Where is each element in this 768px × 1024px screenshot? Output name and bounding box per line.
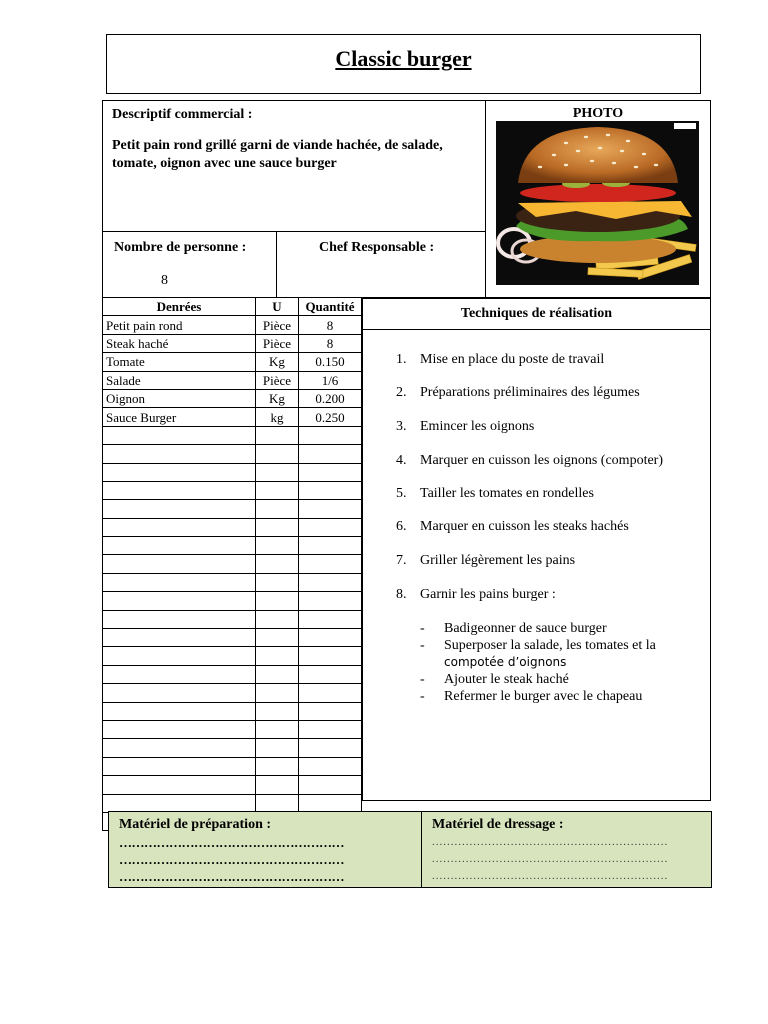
empty-cell [103, 592, 256, 610]
cell-denree: Sauce Burger [103, 408, 256, 426]
step-text: Tailler les tomates en rondelles [420, 486, 594, 501]
step-item [396, 453, 663, 469]
step-number: 3. [396, 419, 407, 434]
table-row-empty [103, 739, 362, 757]
cell-unit: kg [256, 408, 299, 426]
empty-cell [256, 757, 299, 775]
table-header-row [103, 298, 362, 316]
substep-dash: - [420, 672, 425, 687]
photo-label: PHOTO [572, 106, 624, 121]
empty-cell [299, 665, 362, 683]
empty-cell [256, 647, 299, 665]
empty-cell [103, 500, 256, 518]
table-row-empty [103, 426, 362, 444]
table-row-empty [103, 592, 362, 610]
step-text: Emincer les oignons [420, 419, 535, 434]
table-row-empty [103, 665, 362, 683]
substep-dash: - [420, 638, 425, 653]
empty-cell [256, 629, 299, 647]
cell-quantite: 0.250 [299, 408, 362, 426]
table-row-empty [103, 720, 362, 738]
empty-cell [103, 794, 256, 812]
page-title: Classic burger [335, 46, 472, 71]
empty-cell [299, 445, 362, 463]
empty-cell [103, 665, 256, 683]
empty-cell [299, 757, 362, 775]
empty-cell [299, 647, 362, 665]
empty-cell [256, 720, 299, 738]
preparation-dotted-line: ……………………………………………… [119, 852, 344, 867]
empty-cell [103, 776, 256, 794]
empty-cell [103, 518, 256, 536]
ingredients-table [102, 297, 362, 831]
cell-quantite: 8 [299, 316, 362, 334]
preparation-dotted-line: ……………………………………………… [119, 869, 344, 884]
materiel-dressage [422, 812, 711, 887]
cell-unit: Pièce [256, 316, 299, 334]
materiel-dressage-label: Matériel de dressage : [432, 817, 564, 832]
empty-cell [256, 794, 299, 812]
cell-denree: Salade [103, 371, 256, 389]
header-quantite: Quantité [299, 298, 362, 316]
materiel-preparation-label: Matériel de préparation : [119, 817, 272, 832]
empty-cell [299, 537, 362, 555]
table-row-empty [103, 481, 362, 499]
empty-cell [103, 629, 256, 647]
ingredients-body [103, 316, 362, 831]
empty-cell [299, 555, 362, 573]
step-number: 8. [396, 587, 407, 602]
empty-cell [256, 665, 299, 683]
substep-text: Superposer la salade, les tomates et la [444, 638, 656, 653]
cell-denree: Oignon [103, 389, 256, 407]
table-row-empty [103, 555, 362, 573]
empty-cell [299, 794, 362, 812]
empty-cell [256, 426, 299, 444]
table-row [103, 408, 362, 426]
cell-quantite: 1/6 [299, 371, 362, 389]
empty-cell [103, 610, 256, 628]
step-number: 1. [396, 352, 407, 367]
table-row-empty [103, 629, 362, 647]
table-row [103, 334, 362, 352]
table-row [103, 389, 362, 407]
cell-denree: Steak haché [103, 334, 256, 352]
empty-cell [256, 445, 299, 463]
empty-cell [103, 757, 256, 775]
empty-cell [299, 739, 362, 757]
cell-quantite: 0.200 [299, 389, 362, 407]
step-number: 4. [396, 453, 407, 468]
empty-cell [103, 739, 256, 757]
chef-box [276, 231, 486, 298]
cell-quantite: 0.150 [299, 353, 362, 371]
empty-cell [256, 610, 299, 628]
step-item [396, 486, 594, 502]
people-label: Nombre de personne : [114, 240, 247, 255]
empty-cell [103, 481, 256, 499]
empty-cell [103, 463, 256, 481]
substep-text: Badigeonner de sauce burger [444, 621, 607, 636]
table-row-empty [103, 573, 362, 591]
table-row-empty [103, 518, 362, 536]
step-text: Garnir les pains burger : [420, 587, 556, 602]
empty-cell [299, 684, 362, 702]
empty-cell [256, 776, 299, 794]
empty-cell [103, 537, 256, 555]
photo-box [485, 100, 711, 298]
table-row [103, 353, 362, 371]
table-row-empty [103, 463, 362, 481]
empty-cell [299, 720, 362, 738]
substep-text: Refermer le burger avec le chapeau [444, 689, 643, 704]
table-row-empty [103, 610, 362, 628]
step-item [396, 587, 556, 603]
substep-dash: - [420, 621, 425, 636]
empty-cell [256, 739, 299, 757]
step-text: Marquer en cuisson les steaks hachés [420, 519, 629, 534]
empty-cell [299, 629, 362, 647]
table-row-empty [103, 776, 362, 794]
empty-cell [103, 702, 256, 720]
empty-cell [103, 445, 256, 463]
empty-cell [299, 518, 362, 536]
empty-cell [299, 592, 362, 610]
empty-cell [299, 426, 362, 444]
table-row-empty [103, 445, 362, 463]
empty-cell [256, 500, 299, 518]
table-row-empty [103, 794, 362, 812]
table-row-empty [103, 500, 362, 518]
cell-unit: Pièce [256, 334, 299, 352]
empty-cell [299, 500, 362, 518]
empty-cell [256, 592, 299, 610]
substep-dash: - [420, 689, 425, 704]
dressage-dotted-line: ............................................................... [432, 853, 669, 865]
table-row-empty [103, 702, 362, 720]
empty-cell [299, 776, 362, 794]
step-item [396, 519, 629, 535]
cell-unit: Kg [256, 353, 299, 371]
step-number: 2. [396, 385, 407, 400]
techniques-title: Techniques de réalisation [460, 306, 613, 321]
empty-cell [299, 481, 362, 499]
empty-cell [256, 481, 299, 499]
empty-cell [256, 463, 299, 481]
step-item [396, 553, 575, 569]
table-row-empty [103, 537, 362, 555]
cell-quantite: 8 [299, 334, 362, 352]
descriptif-label: Descriptif commercial : [112, 107, 253, 122]
substep-item [420, 671, 569, 688]
step-item [396, 352, 604, 368]
step-number: 5. [396, 486, 407, 501]
empty-cell [256, 684, 299, 702]
step-text: Préparations préliminaires des légumes [420, 385, 640, 400]
step-text: Marquer en cuisson les oignons (compoter) [420, 453, 663, 468]
substep-text: Ajouter le steak haché [444, 672, 569, 687]
empty-cell [299, 463, 362, 481]
empty-cell [256, 537, 299, 555]
empty-cell [103, 555, 256, 573]
empty-cell [299, 573, 362, 591]
cell-unit: Pièce [256, 371, 299, 389]
step-text: Griller légèrement les pains [420, 553, 576, 568]
table-row-empty [103, 684, 362, 702]
step-number: 7. [396, 553, 407, 568]
empty-cell [103, 426, 256, 444]
table-row-empty [103, 647, 362, 665]
header-denrees: Denrées [103, 298, 256, 316]
materiel-preparation [109, 812, 422, 887]
table-row [103, 316, 362, 334]
techniques-body [362, 329, 711, 801]
substep-continuation: compotée d’oignons [444, 655, 567, 669]
dressage-dotted-line: ............................................................... [432, 870, 669, 882]
cell-unit: Kg [256, 389, 299, 407]
empty-cell [256, 573, 299, 591]
empty-cell [299, 610, 362, 628]
descriptif-text: Petit pain rond grillé garni de viande hachée, de salade, tomate, oignon avec une sauce burger [112, 138, 443, 171]
burger-photo-icon [496, 121, 699, 285]
empty-cell [103, 720, 256, 738]
empty-cell [103, 647, 256, 665]
cell-denree: Petit pain rond [103, 316, 256, 334]
empty-cell [256, 702, 299, 720]
people-value: 8 [161, 273, 168, 288]
descriptif-box [102, 100, 486, 232]
empty-cell [256, 555, 299, 573]
materiel-box [108, 811, 712, 888]
table-row [103, 371, 362, 389]
people-box [102, 231, 277, 298]
empty-cell [256, 518, 299, 536]
header-unit: U [256, 298, 299, 316]
empty-cell [299, 702, 362, 720]
title-box [106, 34, 701, 94]
substep-item [420, 620, 607, 637]
preparation-dotted-line: ……………………………………………… [119, 835, 344, 850]
step-item [396, 419, 534, 435]
empty-cell [103, 684, 256, 702]
substep-item [420, 688, 642, 705]
cell-denree: Tomate [103, 353, 256, 371]
chef-label: Chef Responsable : [319, 240, 435, 255]
table-row-empty [103, 757, 362, 775]
techniques-header [362, 298, 711, 330]
step-number: 6. [396, 519, 407, 534]
substep-item [420, 637, 656, 671]
dressage-dotted-line: ............................................................... [432, 836, 669, 848]
empty-cell [103, 573, 256, 591]
step-text: Mise en place du poste de travail [420, 352, 605, 367]
step-item [396, 385, 640, 401]
